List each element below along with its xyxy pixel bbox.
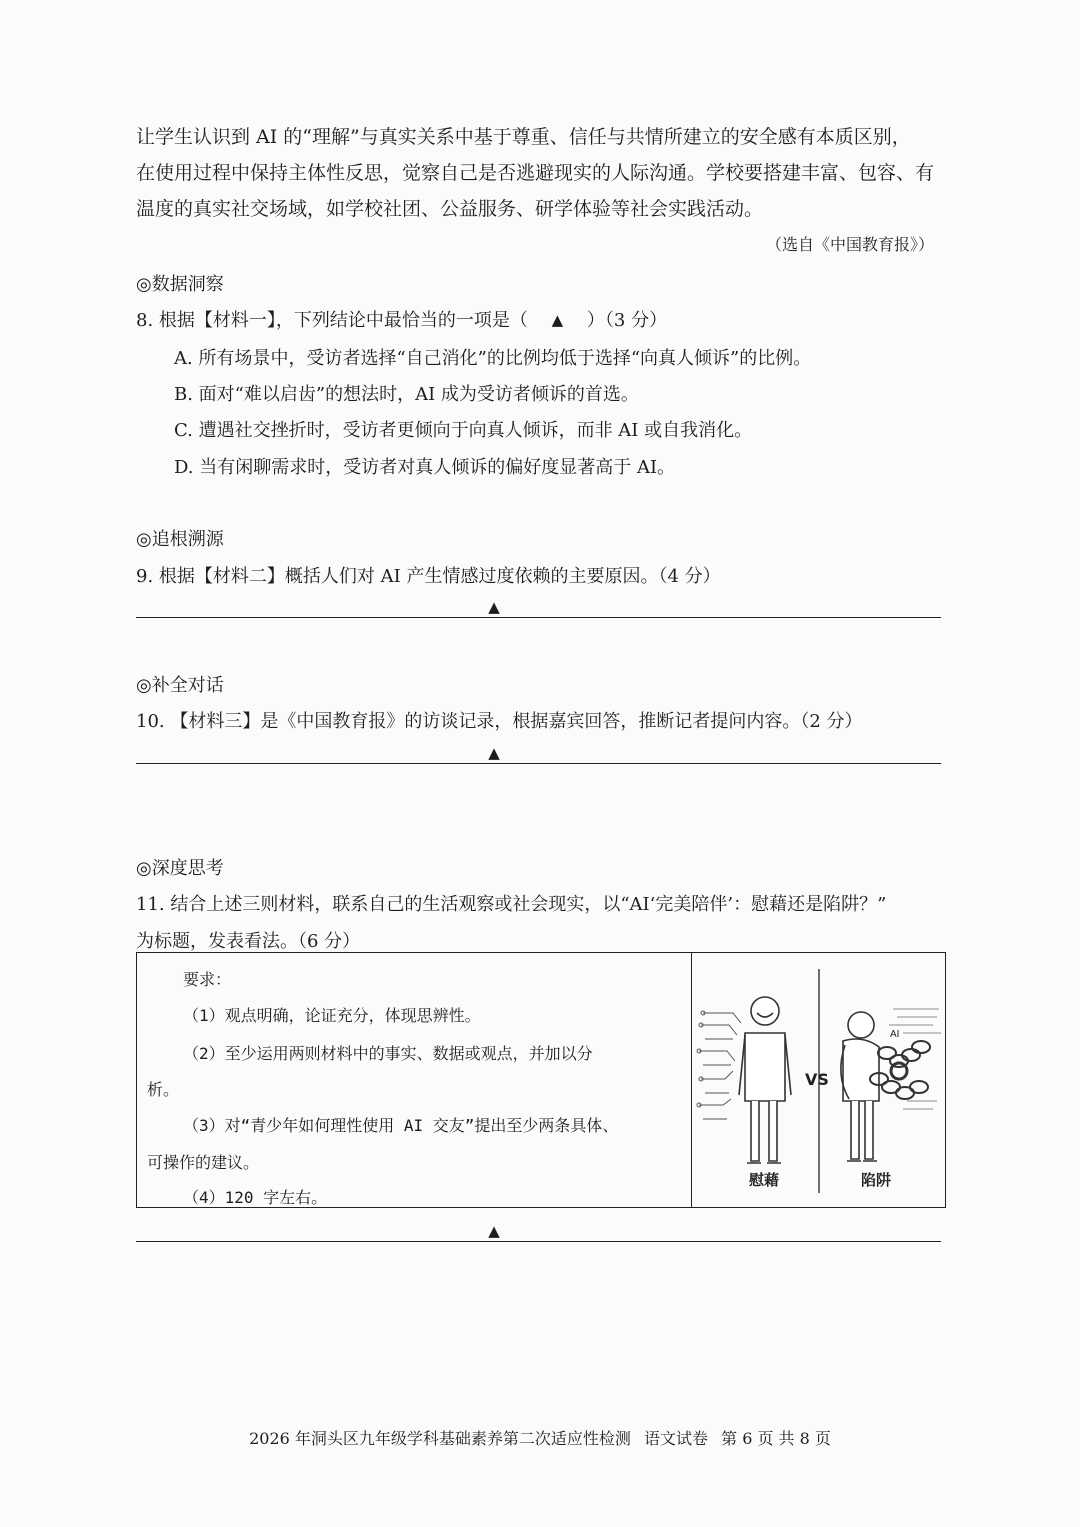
answer-blank-triangle-icon[interactable]: ▲ xyxy=(551,311,564,329)
q10-blank-triangle-icon: ▲ xyxy=(488,744,500,762)
q8-option-a[interactable]: A. 所有场景中，受访者选择“自己消化”的比例均低于选择“向真人倾诉”的比例。 xyxy=(174,348,812,369)
circuit-lines-left xyxy=(697,1011,741,1119)
intro-line-2: 在使用过程中保持主体性反思，觉察自己是否逃避现实的人际沟通。学校要搭建丰富、包容、有 xyxy=(136,162,935,184)
q8-option-b[interactable]: B. 面对“难以启齿”的想法时，AI 成为受访者倾诉的首选。 xyxy=(174,384,639,405)
person-comfort xyxy=(739,997,791,1163)
q9-answer-line[interactable] xyxy=(136,617,941,618)
q11-stem-line-2: 为标题，发表看法。（6 分） xyxy=(136,931,361,952)
q11-requirements-box xyxy=(136,952,946,1208)
q9-stem: 9. 根据【材料二】概括人们对 AI 产生情感过度依赖的主要原因。（4 分） xyxy=(136,566,721,587)
requirement-4: （4）120 字左右。 xyxy=(183,1188,328,1207)
q11-blank-triangle-icon: ▲ xyxy=(488,1222,500,1240)
intro-line-1: 让学生认识到 AI 的“理解”与真实关系中基于尊重、信任与共情所建立的安全感有本质区别， xyxy=(136,126,911,148)
footer-page-number: 第 6 页 共 8 页 xyxy=(721,1429,831,1448)
q9-blank-triangle-icon: ▲ xyxy=(488,598,500,616)
person-trap xyxy=(841,1012,879,1161)
comfort-vs-trap-illustration xyxy=(693,953,945,1207)
q8-option-d[interactable]: D. 当有闲聊需求时，受访者对真人倾诉的偏好度显著高于 AI。 xyxy=(174,457,676,478)
requirement-3a: （3）对“青少年如何理性使用 AI 交友”提出至少两条具体、 xyxy=(183,1116,619,1135)
q8-score: ）（3 分） xyxy=(586,310,668,331)
q10-stem: 10. 【材料三】是《中国教育报》的访谈记录，根据嘉宾回答，推断记者提问内容。（2 分） xyxy=(136,711,863,732)
q10-answer-line[interactable] xyxy=(136,763,941,764)
intro-line-3: 温度的真实社交场域，如学校社团、公益服务、研学体验等社会实践活动。 xyxy=(136,198,764,220)
ai-tag: AI xyxy=(890,1029,900,1040)
requirement-2a: （2）至少运用两则材料中的事实、数据或观点，并加以分 xyxy=(183,1044,593,1063)
vs-label: VS xyxy=(805,1070,829,1089)
section-deep-thinking: ◎深度思考 xyxy=(136,858,224,879)
label-comfort: 慰藉 xyxy=(749,1172,780,1189)
section-data-insight: ◎数据洞察 xyxy=(136,274,224,295)
q11-answer-line[interactable] xyxy=(136,1241,941,1242)
q8-stem-text: 8. 根据【材料一】，下列结论中最恰当的一项是（ xyxy=(136,310,528,331)
requirement-2b: 析。 xyxy=(147,1080,180,1099)
requirement-3b: 可操作的建议。 xyxy=(147,1153,260,1172)
footer-subject: 语文试卷 xyxy=(644,1429,709,1448)
q11-stem-line-1: 11. 结合上述三则材料，联系自己的生活观察或社会现实，以“AI‘完美陪伴’：慰藉还是陷阱？” xyxy=(136,894,887,915)
requirement-1: （1）观点明确，论证充分，体现思辨性。 xyxy=(183,1006,481,1025)
footer-exam-title: 2026 年洞头区九年级学科基础素养第二次适应性检测 xyxy=(249,1429,631,1448)
q8-stem xyxy=(136,306,667,332)
requirements-title: 要求： xyxy=(183,970,232,989)
q8-option-c[interactable]: C. 遭遇社交挫折时，受访者更倾向于向真人倾诉，而非 AI 或自我消化。 xyxy=(174,420,753,441)
box-divider xyxy=(691,953,692,1207)
section-trace-origin: ◎追根溯源 xyxy=(136,529,224,550)
source-citation: （选自《中国教育报》） xyxy=(765,235,934,254)
page-footer xyxy=(0,1426,1080,1449)
section-complete-dialog: ◎补全对话 xyxy=(136,675,224,696)
label-trap: 陷阱 xyxy=(861,1172,892,1189)
